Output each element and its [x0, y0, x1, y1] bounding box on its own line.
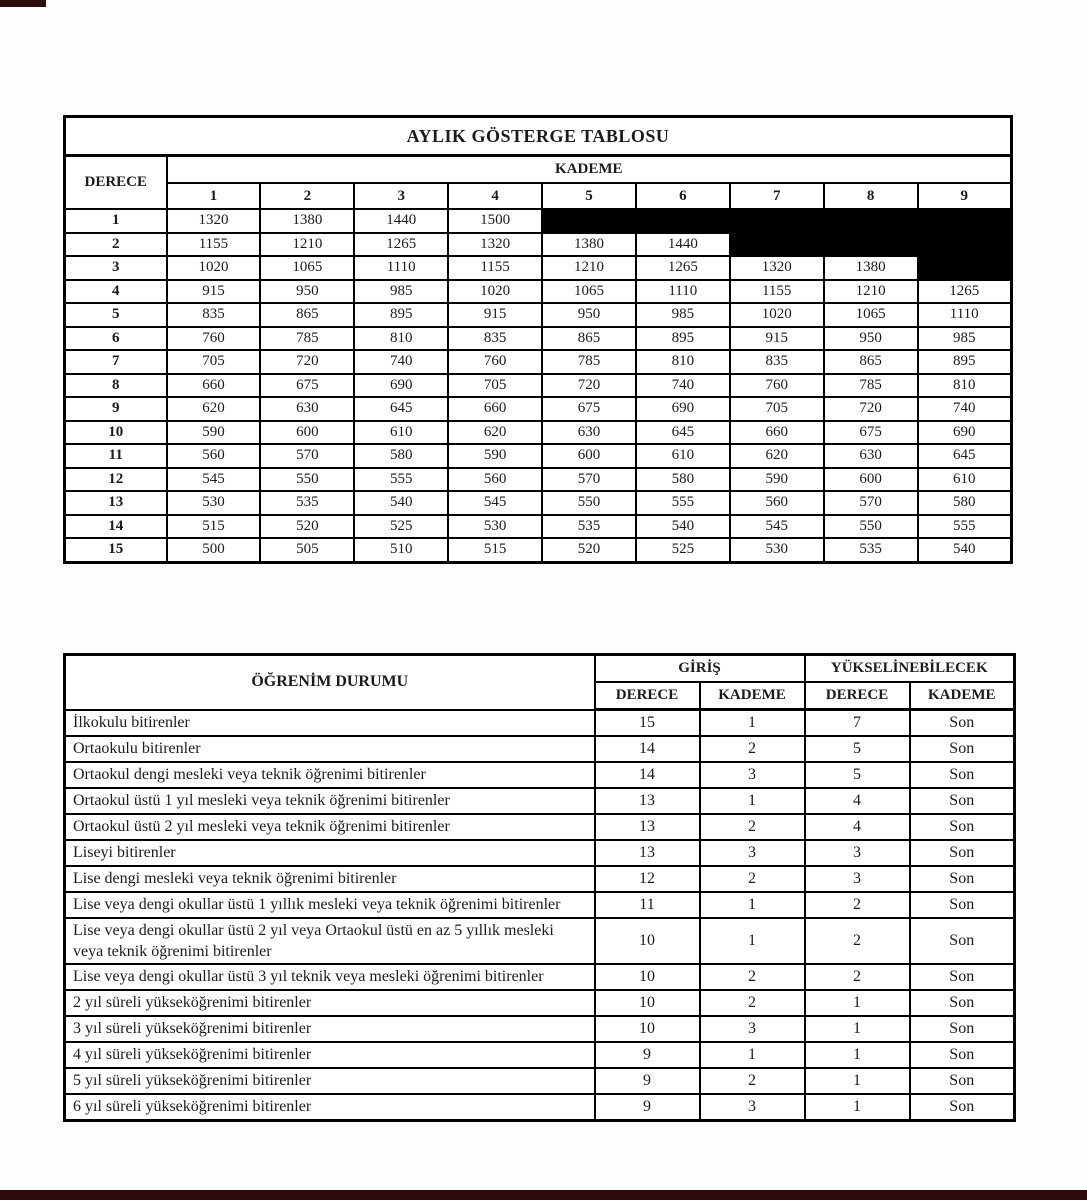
- gosterge-value: 1265: [918, 280, 1012, 304]
- yukselinebilecek-kademe-value: Son: [910, 990, 1015, 1016]
- blacked-out-cell: [918, 209, 1012, 233]
- gosterge-value: 1155: [448, 256, 542, 280]
- yukselinebilecek-derece-value: 3: [805, 866, 910, 892]
- giris-derece-value: 9: [595, 1094, 700, 1121]
- derece-row-number: 14: [65, 515, 167, 539]
- yukselinebilecek-derece-value: 2: [805, 918, 910, 964]
- gosterge-value: 550: [260, 468, 354, 492]
- derece-row-number: 3: [65, 256, 167, 280]
- gosterge-value: 630: [824, 444, 918, 468]
- derece-row-number: 13: [65, 491, 167, 515]
- blacked-out-cell: [636, 209, 730, 233]
- gosterge-value: 835: [167, 303, 261, 327]
- ogrenim-durumu-label: Liseyi bitirenler: [65, 840, 595, 866]
- ogrenim-row: [65, 918, 1015, 964]
- ogrenim-durumu-label: 3 yıl süreli yükseköğrenimi bitirenler: [65, 1016, 595, 1042]
- gosterge-value: 555: [354, 468, 448, 492]
- gosterge-value: 520: [260, 515, 354, 539]
- yukselinebilecek-derece-value: 4: [805, 814, 910, 840]
- ogrenim-durumu-label: Lise dengi mesleki veya teknik öğrenimi bitirenler: [65, 866, 595, 892]
- gosterge-value: 525: [354, 515, 448, 539]
- gosterge-value: 785: [260, 327, 354, 351]
- gosterge-value: 720: [542, 374, 636, 398]
- gosterge-value: 660: [167, 374, 261, 398]
- gosterge-value: 1020: [167, 256, 261, 280]
- yukselinebilecek-derece-value: 1: [805, 1042, 910, 1068]
- gosterge-value: 550: [824, 515, 918, 539]
- giris-derece-value: 11: [595, 892, 700, 918]
- derece-row-number: 15: [65, 538, 167, 562]
- ogrenim-row: [65, 788, 1015, 814]
- gosterge-row: [65, 327, 1012, 351]
- derece-row-number: 2: [65, 233, 167, 257]
- gosterge-row: [65, 374, 1012, 398]
- gosterge-value: 580: [354, 444, 448, 468]
- giris-derece-value: 15: [595, 710, 700, 736]
- gosterge-value: 1380: [542, 233, 636, 257]
- gosterge-value: 540: [354, 491, 448, 515]
- ogrenim-row: [65, 814, 1015, 840]
- gosterge-value: 560: [167, 444, 261, 468]
- yukselinebilecek-kademe-value: Son: [910, 1094, 1015, 1121]
- giris-kademe-value: 3: [700, 1094, 805, 1121]
- gosterge-value: 1440: [636, 233, 730, 257]
- gosterge-value: 760: [448, 350, 542, 374]
- ogrenim-row: [65, 866, 1015, 892]
- gosterge-value: 740: [636, 374, 730, 398]
- gosterge-value: 660: [448, 397, 542, 421]
- gosterge-value: 675: [260, 374, 354, 398]
- gosterge-value: 1500: [448, 209, 542, 233]
- ogrenim-durumu-label: 5 yıl süreli yükseköğrenimi bitirenler: [65, 1068, 595, 1094]
- giris-derece-header: DERECE: [595, 682, 700, 710]
- gosterge-value: 865: [542, 327, 636, 351]
- ogrenim-row: [65, 840, 1015, 866]
- derece-row-number: 4: [65, 280, 167, 304]
- gosterge-value: 1440: [354, 209, 448, 233]
- gosterge-value: 660: [730, 421, 824, 445]
- gosterge-row: [65, 256, 1012, 280]
- yukselinebilecek-derece-header: DERECE: [805, 682, 910, 710]
- gosterge-row: [65, 280, 1012, 304]
- giris-derece-value: 10: [595, 990, 700, 1016]
- gosterge-value: 505: [260, 538, 354, 562]
- yukselinebilecek-derece-value: 2: [805, 964, 910, 990]
- gosterge-value: 1065: [824, 303, 918, 327]
- yukselinebilecek-kademe-value: Son: [910, 892, 1015, 918]
- gosterge-row: [65, 421, 1012, 445]
- ogrenim-durumu-header: ÖĞRENİM DURUMU: [65, 655, 595, 710]
- blacked-out-cell: [824, 209, 918, 233]
- gosterge-value: 810: [636, 350, 730, 374]
- gosterge-value: 785: [824, 374, 918, 398]
- gosterge-value: 600: [824, 468, 918, 492]
- yukselinebilecek-derece-value: 3: [805, 840, 910, 866]
- giris-derece-value: 10: [595, 964, 700, 990]
- yukselinebilecek-derece-value: 5: [805, 736, 910, 762]
- giris-kademe-value: 1: [700, 892, 805, 918]
- gosterge-value: 1320: [448, 233, 542, 257]
- gosterge-value: 740: [918, 397, 1012, 421]
- gosterge-value: 895: [354, 303, 448, 327]
- gosterge-value: 555: [918, 515, 1012, 539]
- kademe-column-number: 5: [542, 183, 636, 209]
- gosterge-value: 950: [260, 280, 354, 304]
- gosterge-value: 785: [542, 350, 636, 374]
- ogrenim-durumu-label: Ortaokul üstü 1 yıl mesleki veya teknik öğrenimi bitirenler: [65, 788, 595, 814]
- gosterge-value: 535: [824, 538, 918, 562]
- giris-kademe-value: 2: [700, 990, 805, 1016]
- gosterge-value: 895: [636, 327, 730, 351]
- gosterge-value: 675: [542, 397, 636, 421]
- derece-row-number: 5: [65, 303, 167, 327]
- ogrenim-durumu-label: Ortaokul üstü 2 yıl mesleki veya teknik öğrenimi bitirenler: [65, 814, 595, 840]
- gosterge-value: 610: [636, 444, 730, 468]
- gosterge-value: 810: [354, 327, 448, 351]
- gosterge-value: 895: [918, 350, 1012, 374]
- gosterge-table-title: AYLIK GÖSTERGE TABLOSU: [65, 117, 1012, 156]
- giris-kademe-value: 3: [700, 840, 805, 866]
- gosterge-value: 1020: [448, 280, 542, 304]
- group-header-row: [65, 156, 1012, 184]
- gosterge-value: 530: [167, 491, 261, 515]
- giris-derece-value: 12: [595, 866, 700, 892]
- yukselinebilecek-derece-value: 1: [805, 1068, 910, 1094]
- gosterge-value: 1110: [354, 256, 448, 280]
- gosterge-value: 645: [354, 397, 448, 421]
- gosterge-row: [65, 350, 1012, 374]
- gosterge-value: 1065: [542, 280, 636, 304]
- ogrenim-durumu-label: 6 yıl süreli yükseköğrenimi bitirenler: [65, 1094, 595, 1121]
- kademe-number-header-row: [65, 183, 1012, 209]
- gosterge-value: 570: [542, 468, 636, 492]
- gosterge-row: [65, 303, 1012, 327]
- yukselinebilecek-derece-value: 7: [805, 710, 910, 736]
- kademe-column-number: 1: [167, 183, 261, 209]
- ogrenim-durumu-label: İlkokulu bitirenler: [65, 710, 595, 736]
- gosterge-value: 570: [824, 491, 918, 515]
- ogrenim-row: [65, 710, 1015, 736]
- gosterge-value: 580: [918, 491, 1012, 515]
- gosterge-value: 590: [167, 421, 261, 445]
- giris-kademe-value: 2: [700, 1068, 805, 1094]
- giris-derece-value: 10: [595, 1016, 700, 1042]
- giris-derece-value: 10: [595, 918, 700, 964]
- ogrenim-durumu-label: 4 yıl süreli yükseköğrenimi bitirenler: [65, 1042, 595, 1068]
- gosterge-value: 590: [448, 444, 542, 468]
- gosterge-value: 580: [636, 468, 730, 492]
- gosterge-value: 630: [260, 397, 354, 421]
- gosterge-value: 915: [730, 327, 824, 351]
- gosterge-value: 835: [730, 350, 824, 374]
- gosterge-value: 545: [730, 515, 824, 539]
- derece-header: DERECE: [65, 156, 167, 210]
- gosterge-value: 550: [542, 491, 636, 515]
- yukselinebilecek-derece-value: 1: [805, 1094, 910, 1121]
- yukselinebilecek-derece-value: 5: [805, 762, 910, 788]
- gosterge-value: 985: [636, 303, 730, 327]
- yukselinebilecek-kademe-value: Son: [910, 736, 1015, 762]
- gosterge-value: 1065: [260, 256, 354, 280]
- gosterge-value: 570: [260, 444, 354, 468]
- gosterge-value: 535: [542, 515, 636, 539]
- derece-row-number: 6: [65, 327, 167, 351]
- giris-derece-value: 9: [595, 1042, 700, 1068]
- gosterge-value: 1210: [260, 233, 354, 257]
- gosterge-value: 525: [636, 538, 730, 562]
- giris-kademe-value: 2: [700, 814, 805, 840]
- gosterge-value: 835: [448, 327, 542, 351]
- yukselinebilecek-derece-value: 2: [805, 892, 910, 918]
- gosterge-row: [65, 444, 1012, 468]
- ogrenim-row: [65, 1016, 1015, 1042]
- page-edge-artifact-bottom: [0, 1190, 1087, 1200]
- gosterge-value: 540: [918, 538, 1012, 562]
- gosterge-value: 1265: [354, 233, 448, 257]
- kademe-column-number: 3: [354, 183, 448, 209]
- gosterge-value: 630: [542, 421, 636, 445]
- blacked-out-cell: [542, 209, 636, 233]
- gosterge-value: 540: [636, 515, 730, 539]
- gosterge-value: 915: [448, 303, 542, 327]
- gosterge-row: [65, 397, 1012, 421]
- yukselinebilecek-kademe-value: Son: [910, 918, 1015, 964]
- derece-row-number: 1: [65, 209, 167, 233]
- ogrenim-durumu-label: Ortaokul dengi mesleki veya teknik öğrenimi bitirenler: [65, 762, 595, 788]
- gosterge-value: 1380: [824, 256, 918, 280]
- yukselinebilecek-kademe-header: KADEME: [910, 682, 1015, 710]
- gosterge-value: 1380: [260, 209, 354, 233]
- ogrenim-row: [65, 990, 1015, 1016]
- giris-kademe-value: 3: [700, 762, 805, 788]
- yukselinebilecek-kademe-value: Son: [910, 1068, 1015, 1094]
- gosterge-row: [65, 515, 1012, 539]
- blacked-out-cell: [918, 256, 1012, 280]
- gosterge-value: 690: [636, 397, 730, 421]
- giris-kademe-value: 2: [700, 866, 805, 892]
- kademe-group-header: KADEME: [167, 156, 1012, 184]
- gosterge-value: 620: [730, 444, 824, 468]
- yukselinebilecek-kademe-value: Son: [910, 814, 1015, 840]
- gosterge-value: 690: [354, 374, 448, 398]
- gosterge-value: 705: [167, 350, 261, 374]
- giris-derece-value: 9: [595, 1068, 700, 1094]
- giris-kademe-value: 1: [700, 710, 805, 736]
- gosterge-value: 690: [918, 421, 1012, 445]
- gosterge-value: 705: [448, 374, 542, 398]
- gosterge-value: 515: [167, 515, 261, 539]
- gosterge-value: 590: [730, 468, 824, 492]
- gosterge-value: 515: [448, 538, 542, 562]
- gosterge-value: 520: [542, 538, 636, 562]
- blacked-out-cell: [730, 233, 824, 257]
- gosterge-value: 645: [636, 421, 730, 445]
- ogrenim-row: [65, 762, 1015, 788]
- yukselinebilecek-kademe-value: Son: [910, 1016, 1015, 1042]
- gosterge-value: 1110: [636, 280, 730, 304]
- ogrenim-row: [65, 892, 1015, 918]
- derece-row-number: 8: [65, 374, 167, 398]
- gosterge-value: 1155: [167, 233, 261, 257]
- ogrenim-durumu-label: Lise veya dengi okullar üstü 3 yıl teknik veya mesleki öğrenimi bitirenler: [65, 964, 595, 990]
- gosterge-value: 545: [448, 491, 542, 515]
- gosterge-value: 760: [730, 374, 824, 398]
- ogrenim-durumu-label: Ortaokulu bitirenler: [65, 736, 595, 762]
- blacked-out-cell: [730, 209, 824, 233]
- yukselinebilecek-kademe-value: Son: [910, 788, 1015, 814]
- table-title-row: [65, 117, 1012, 156]
- ogrenim-row: [65, 1068, 1015, 1094]
- giris-derece-value: 14: [595, 762, 700, 788]
- gosterge-value: 555: [636, 491, 730, 515]
- blacked-out-cell: [824, 233, 918, 257]
- gosterge-value: 610: [918, 468, 1012, 492]
- gosterge-row: [65, 538, 1012, 562]
- giris-kademe-value: 1: [700, 1042, 805, 1068]
- gosterge-value: 720: [260, 350, 354, 374]
- kademe-column-number: 7: [730, 183, 824, 209]
- gosterge-value: 620: [448, 421, 542, 445]
- gosterge-value: 560: [448, 468, 542, 492]
- gosterge-value: 535: [260, 491, 354, 515]
- yukselinebilecek-kademe-value: Son: [910, 840, 1015, 866]
- gosterge-value: 530: [448, 515, 542, 539]
- group-header-row: [65, 655, 1015, 683]
- gosterge-row: [65, 209, 1012, 233]
- yukselinebilecek-derece-value: 1: [805, 990, 910, 1016]
- ogrenim-row: [65, 964, 1015, 990]
- gosterge-value: 530: [730, 538, 824, 562]
- kademe-column-number: 9: [918, 183, 1012, 209]
- yukselinebilecek-group-header: YÜKSELİNEBİLECEK: [805, 655, 1015, 683]
- gosterge-value: 1320: [167, 209, 261, 233]
- gosterge-value: 915: [167, 280, 261, 304]
- gosterge-value: 760: [167, 327, 261, 351]
- gosterge-value: 810: [918, 374, 1012, 398]
- gosterge-value: 1320: [730, 256, 824, 280]
- gosterge-value: 545: [167, 468, 261, 492]
- gosterge-value: 865: [260, 303, 354, 327]
- yukselinebilecek-kademe-value: Son: [910, 762, 1015, 788]
- gosterge-value: 1210: [542, 256, 636, 280]
- blacked-out-cell: [918, 233, 1012, 257]
- gosterge-value: 500: [167, 538, 261, 562]
- yukselinebilecek-derece-value: 4: [805, 788, 910, 814]
- gosterge-value: 1265: [636, 256, 730, 280]
- gosterge-value: 950: [824, 327, 918, 351]
- kademe-column-number: 2: [260, 183, 354, 209]
- ogrenim-durumu-table: [63, 653, 1016, 1122]
- gosterge-value: 985: [354, 280, 448, 304]
- giris-derece-value: 13: [595, 814, 700, 840]
- giris-kademe-value: 1: [700, 918, 805, 964]
- gosterge-value: 705: [730, 397, 824, 421]
- gosterge-value: 1020: [730, 303, 824, 327]
- derece-row-number: 7: [65, 350, 167, 374]
- gosterge-row: [65, 491, 1012, 515]
- gosterge-value: 510: [354, 538, 448, 562]
- gosterge-value: 865: [824, 350, 918, 374]
- gosterge-value: 985: [918, 327, 1012, 351]
- giris-derece-value: 14: [595, 736, 700, 762]
- yukselinebilecek-derece-value: 1: [805, 1016, 910, 1042]
- gosterge-value: 1110: [918, 303, 1012, 327]
- yukselinebilecek-kademe-value: Son: [910, 1042, 1015, 1068]
- gosterge-value: 620: [167, 397, 261, 421]
- giris-derece-value: 13: [595, 840, 700, 866]
- gosterge-value: 560: [730, 491, 824, 515]
- gosterge-row: [65, 468, 1012, 492]
- ogrenim-row: [65, 1042, 1015, 1068]
- giris-kademe-value: 1: [700, 788, 805, 814]
- derece-row-number: 9: [65, 397, 167, 421]
- gosterge-value: 950: [542, 303, 636, 327]
- ogrenim-row: [65, 736, 1015, 762]
- kademe-column-number: 4: [448, 183, 542, 209]
- giris-kademe-value: 2: [700, 964, 805, 990]
- giris-kademe-value: 3: [700, 1016, 805, 1042]
- giris-derece-value: 13: [595, 788, 700, 814]
- ogrenim-durumu-label: 2 yıl süreli yükseköğrenimi bitirenler: [65, 990, 595, 1016]
- yukselinebilecek-kademe-value: Son: [910, 710, 1015, 736]
- gosterge-value: 610: [354, 421, 448, 445]
- gosterge-value: 740: [354, 350, 448, 374]
- derece-row-number: 10: [65, 421, 167, 445]
- gosterge-value: 645: [918, 444, 1012, 468]
- gosterge-value: 600: [542, 444, 636, 468]
- kademe-column-number: 6: [636, 183, 730, 209]
- gosterge-value: 720: [824, 397, 918, 421]
- yukselinebilecek-kademe-value: Son: [910, 964, 1015, 990]
- gosterge-value: 1155: [730, 280, 824, 304]
- gosterge-value: 600: [260, 421, 354, 445]
- gosterge-row: [65, 233, 1012, 257]
- derece-row-number: 11: [65, 444, 167, 468]
- giris-kademe-header: KADEME: [700, 682, 805, 710]
- giris-group-header: GİRİŞ: [595, 655, 805, 683]
- derece-row-number: 12: [65, 468, 167, 492]
- ogrenim-row: [65, 1094, 1015, 1121]
- ogrenim-durumu-label: Lise veya dengi okullar üstü 1 yıllık mesleki veya teknik öğrenimi bitirenler: [65, 892, 595, 918]
- aylik-gosterge-table: [63, 115, 1013, 564]
- page-edge-artifact-top: [0, 0, 46, 7]
- gosterge-value: 1210: [824, 280, 918, 304]
- gosterge-value: 675: [824, 421, 918, 445]
- yukselinebilecek-kademe-value: Son: [910, 866, 1015, 892]
- giris-kademe-value: 2: [700, 736, 805, 762]
- kademe-column-number: 8: [824, 183, 918, 209]
- ogrenim-durumu-label: Lise veya dengi okullar üstü 2 yıl veya Ortaokul üstü en az 5 yıllık mesleki veya teknik öğrenimi bitirenler: [65, 918, 595, 964]
